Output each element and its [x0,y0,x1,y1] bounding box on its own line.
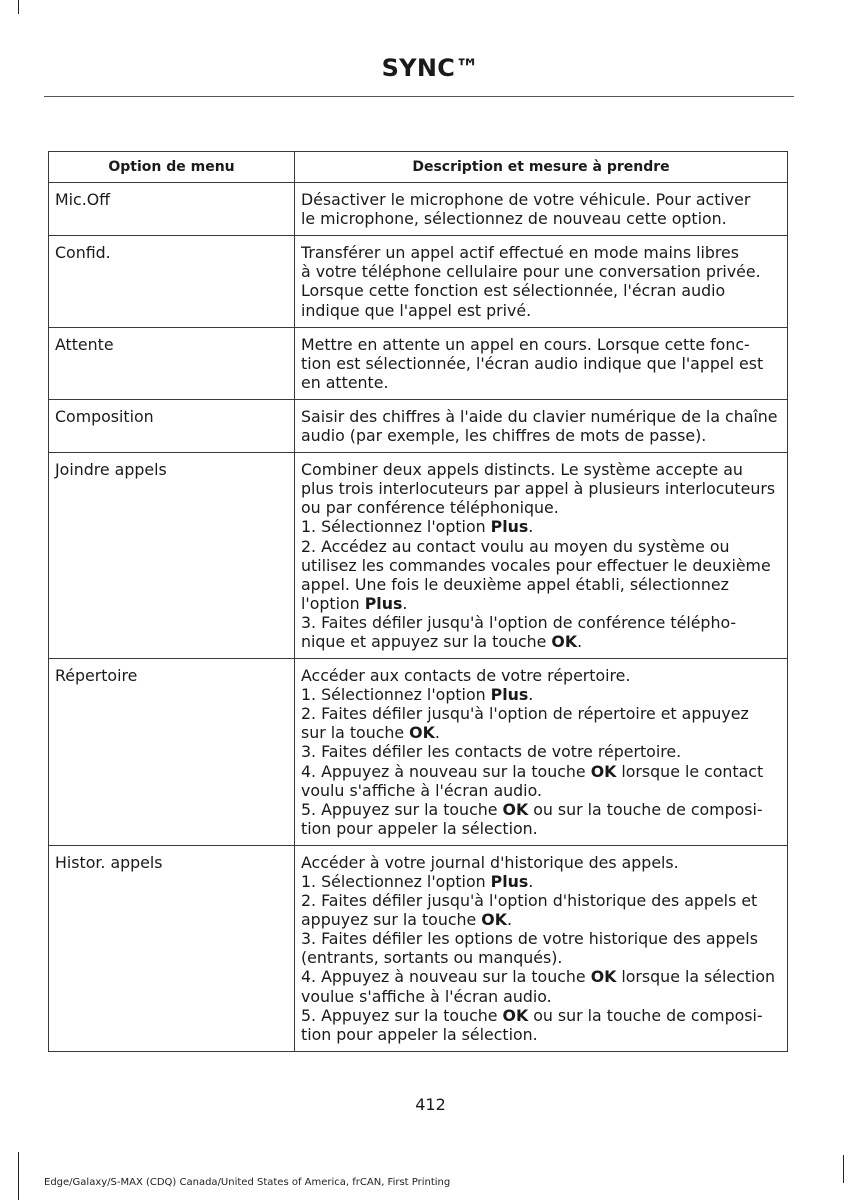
description-line [301,243,780,262]
description-text: 5. Appuyez sur la touche [301,799,503,819]
description-line [301,762,780,781]
description-text: indique que l'appel est privé. [301,300,532,320]
menu-option-cell: Histor. appels [49,845,295,1051]
header-divider [44,96,794,97]
table-row [49,659,788,846]
description-line [301,967,780,986]
menu-option-cell: Joindre appels [49,453,295,659]
description-text: ou sur la touche de composi- [528,1005,763,1025]
description-text: . [434,723,440,743]
description-line [301,373,780,392]
emphasized-keyword: OK [551,631,578,651]
menu-option-cell: Répertoire [49,659,295,846]
description-text: audio (par exemple, les chiffres de mots de passe). [301,426,707,446]
emphasized-keyword: OK [502,799,529,819]
crop-mark-bottom-left [18,1152,19,1200]
description-text: appel. Une fois le deuxième appel établi, sélectionnez [301,574,729,594]
description-line [301,498,780,517]
description-text: en attente. [301,372,389,392]
description-text: Saisir des chiffres à l'aide du clavier numérique de la chaîne [301,406,778,426]
description-text: appuyez sur la touche [301,910,482,930]
table-header-row [49,152,788,183]
description-line [301,819,780,838]
table-row [49,453,788,659]
description-text: 1. Sélectionnez l'option [301,685,491,705]
description-line [301,948,780,967]
description-cell [295,659,788,846]
description-line [301,281,780,300]
description-text: sur la touche [301,723,410,743]
page-number: 412 [415,1095,446,1114]
description-line [301,891,780,910]
description-line [301,742,780,761]
emphasized-keyword: Plus [490,517,529,537]
table-row [49,845,788,1051]
description-text: Accéder à votre journal d'historique des appels. [301,852,679,872]
description-text: Mettre en attente un appel en cours. Lorsque cette fonc- [301,334,750,354]
description-line [301,479,780,498]
description-cell [295,845,788,1051]
description-line [301,426,780,445]
column-header-option: Option de menu [49,152,295,183]
table-row [49,399,788,452]
description-text: . [528,685,534,705]
table-row [49,183,788,236]
description-text: (entrants, sortants ou manqués). [301,948,563,968]
description-line [301,517,780,536]
description-text: 2. Faites défiler jusqu'à l'option d'historique des appels et [301,891,758,911]
crop-mark-bottom-right [843,1155,844,1183]
description-line [301,685,780,704]
description-text: . [577,631,583,651]
description-text: 3. Faites défiler les contacts de votre répertoire. [301,742,682,762]
description-text: . [528,517,534,537]
description-text: plus trois interlocuteurs par appel à plusieurs interlocuteurs [301,479,776,499]
description-line [301,910,780,929]
description-line [301,800,780,819]
description-line [301,262,780,281]
description-line [301,1006,780,1025]
description-text: 2. Faites défiler jusqu'à l'option de répertoire et appuyez [301,704,749,724]
description-line [301,407,780,426]
emphasized-keyword: Plus [490,872,529,891]
description-text: 4. Appuyez à nouveau sur la touche [301,761,591,781]
menu-option-cell: Composition [49,399,295,452]
table-row [49,236,788,327]
description-text: . [402,593,408,613]
description-text: voulu s'affiche à l'écran audio. [301,780,542,800]
description-line [301,301,780,320]
description-text: nique et appuyez sur la touche [301,631,552,651]
description-text: ou par conférence téléphonique. [301,498,559,518]
page-title: SYNC™ [381,54,480,82]
description-line [301,666,780,685]
description-text: lorsque le contact [616,761,764,781]
description-line [301,594,780,613]
description-line [301,872,780,891]
description-text: 3. Faites défiler jusqu'à l'option de conférence télépho- [301,612,737,632]
description-line [301,209,780,228]
description-text: à votre téléphone cellulaire pour une conversation privée. [301,262,761,282]
emphasized-keyword: Plus [490,685,529,705]
description-text: Désactiver le microphone de votre véhicule. Pour activer [301,190,751,210]
description-cell [295,183,788,236]
description-line [301,1025,780,1044]
description-text: l'option [301,593,365,613]
description-cell [295,399,788,452]
emphasized-keyword: OK [590,967,617,987]
description-line [301,613,780,632]
footer-edition-info: Edge/Galaxy/S-MAX (CDQ) Canada/United States of America, frCAN, First Printing [44,1177,451,1188]
description-line [301,781,780,800]
description-text: ou sur la touche de composi- [528,799,763,819]
description-text: utilisez les commandes vocales pour effectuer le deuxième [301,555,771,575]
table-row [49,327,788,399]
description-line [301,190,780,209]
description-text: tion est sélectionnée, l'écran audio indique que l'appel est [301,353,764,373]
crop-mark-top-left [18,0,19,14]
description-text: Combiner deux appels distincts. Le système accepte au [301,460,743,480]
description-text: lorsque la sélection [616,967,776,987]
emphasized-keyword: OK [481,910,507,930]
description-cell [295,236,788,327]
description-text: le microphone, sélectionnez de nouveau cette option. [301,209,727,229]
description-text: 5. Appuyez sur la touche [301,1005,503,1025]
description-text: voulue s'affiche à l'écran audio. [301,986,552,1006]
description-line [301,723,780,742]
description-cell [295,453,788,659]
description-text: Accéder aux contacts de votre répertoire. [301,666,631,686]
description-cell [295,327,788,399]
description-text: . [506,910,512,930]
description-text: 3. Faites défiler les options de votre historique des appels [301,929,758,949]
description-text: . [528,872,534,891]
column-header-description: Description et mesure à prendre [295,152,788,183]
description-line [301,704,780,723]
description-text: Lorsque cette fonction est sélectionnée, l'écran audio [301,281,726,301]
description-text: 1. Sélectionnez l'option [301,872,491,891]
description-text: 1. Sélectionnez l'option [301,517,491,537]
description-line [301,556,780,575]
menu-option-cell: Mic.Off [49,183,295,236]
emphasized-keyword: OK [502,1005,529,1025]
description-line [301,335,780,354]
menu-option-cell: Confid. [49,236,295,327]
description-line [301,537,780,556]
description-text: 2. Accédez au contact voulu au moyen du système ou [301,536,730,556]
emphasized-keyword: OK [590,761,617,781]
description-text: Transférer un appel actif effectué en mode mains libres [301,243,739,263]
description-line [301,853,780,872]
description-line [301,575,780,594]
description-text: tion pour appeler la sélection. [301,818,538,838]
description-line [301,460,780,479]
description-text: tion pour appeler la sélection. [301,1024,538,1044]
emphasized-keyword: OK [409,723,435,743]
menu-option-cell: Attente [49,327,295,399]
description-line [301,354,780,373]
table-body [49,183,788,1052]
description-line [301,929,780,948]
description-line [301,987,780,1006]
description-line [301,632,780,651]
menu-options-table [48,151,788,1052]
description-text: 4. Appuyez à nouveau sur la touche [301,967,591,987]
emphasized-keyword: Plus [364,593,403,613]
